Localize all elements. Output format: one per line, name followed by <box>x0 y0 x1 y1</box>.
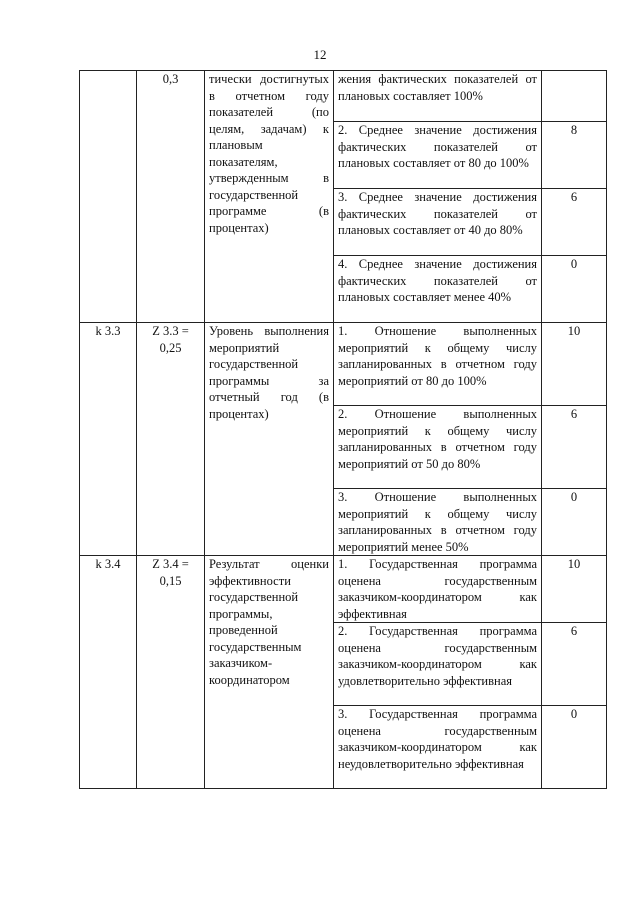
score-cell: 0 <box>542 489 607 556</box>
score-cell: 0 <box>542 256 607 323</box>
indicator-description-cell: тически достигнутых в отчетном году показателей (по целям, задачам) к плановым показателям, утвержденным в государственной программе (в процентах) <box>205 71 334 323</box>
table-row <box>80 71 607 122</box>
page-number: 12 <box>313 47 327 62</box>
table-row <box>80 323 607 406</box>
score-cell: 6 <box>542 189 607 256</box>
k-code-cell <box>80 71 137 323</box>
criterion-cell: 2. Среднее значение достижения фактических показателей от плановых составляет от 80 до 100% <box>334 122 542 189</box>
score-cell: 6 <box>542 406 607 489</box>
criterion-cell: жения фактических показателей от плановых составляет 100% <box>334 71 542 122</box>
k-code-cell: k 3.4 <box>80 556 137 789</box>
z-weight-cell: 0,3 <box>137 71 205 323</box>
criterion-cell: 3. Государственная программа оценена государственным заказчиком-координатором как неудовлетворительно эффективная <box>334 706 542 789</box>
criterion-cell: 4. Среднее значение достижения фактических показателей от плановых составляет менее 40% <box>334 256 542 323</box>
evaluation-table <box>79 70 607 789</box>
score-cell: 6 <box>542 623 607 706</box>
criterion-cell: 1. Государственная программа оценена государственным заказчиком-координатором как эффективная <box>334 556 542 623</box>
indicator-description-cell: Результат оценки эффективности государственной программы, проведенной государственным заказчиком-координатором <box>205 556 334 789</box>
criterion-cell: 3. Отношение выполненных мероприятий к общему числу запланированных в отчетном году мероприятий менее 50% <box>334 489 542 556</box>
score-cell <box>542 71 607 122</box>
score-cell: 8 <box>542 122 607 189</box>
k-code-cell: k 3.3 <box>80 323 137 556</box>
z-weight-cell: Z 3.3 = 0,25 <box>137 323 205 556</box>
score-cell: 0 <box>542 706 607 789</box>
criterion-cell: 2. Государственная программа оценена государственным заказчиком-координатором как удовлетворительно эффективная <box>334 623 542 706</box>
score-cell: 10 <box>542 556 607 623</box>
criterion-cell: 1. Отношение выполненных мероприятий к общему числу запланированных в отчетном году мероприятий от 80 до 100% <box>334 323 542 406</box>
criterion-cell: 3. Среднее значение достижения фактических показателей от плановых составляет от 40 до 80% <box>334 189 542 256</box>
criterion-cell: 2. Отношение выполненных мероприятий к общему числу запланированных в отчетном году мероприятий от 50 до 80% <box>334 406 542 489</box>
indicator-description-cell: Уровень выполнения мероприятий государственной программы за отчетный год (в процентах) <box>205 323 334 556</box>
score-cell: 10 <box>542 323 607 406</box>
table-row <box>80 556 607 623</box>
z-weight-cell: Z 3.4 = 0,15 <box>137 556 205 789</box>
